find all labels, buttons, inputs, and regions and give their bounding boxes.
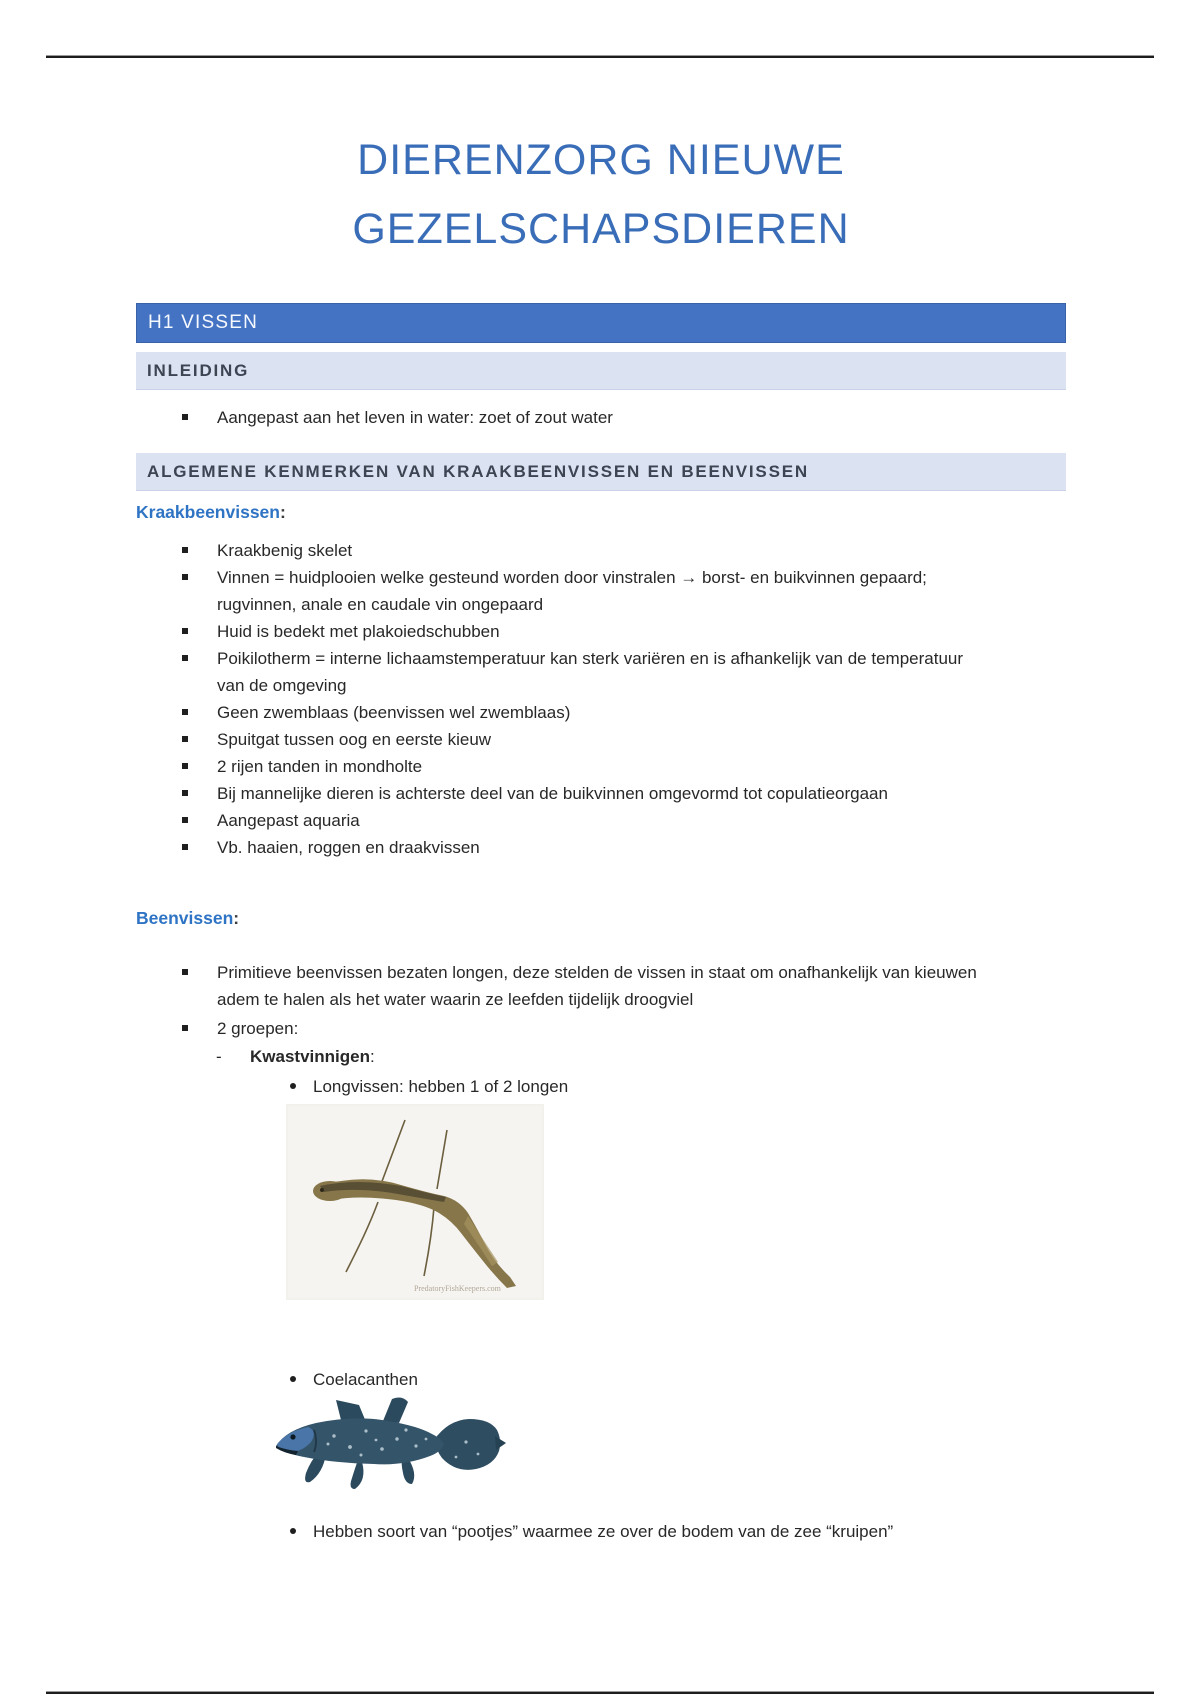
list-item-text: Hebben soort van “pootjes” waarmee ze over de bodem van de zee “kruipen” [313, 1522, 894, 1541]
kwastvinnigen-label: Kwastvinnigen [250, 1047, 370, 1066]
square-bullet-icon [182, 628, 188, 634]
list-item [182, 645, 1066, 699]
square-bullet-icon [182, 655, 188, 661]
section-header-inleiding-label: INLEIDING [147, 361, 250, 380]
square-bullet-icon [182, 844, 188, 850]
square-bullet-icon [182, 709, 188, 715]
list-item [182, 618, 1066, 645]
list-item-line: Poikilotherm = interne lichaamstemperatuur kan sterk variëren en is afhankelijk van de temperatuur [217, 649, 964, 668]
square-bullet-icon [182, 790, 188, 796]
list-item [182, 699, 1066, 726]
section-header-inleiding [136, 352, 1066, 390]
square-bullet-icon [182, 969, 188, 975]
list-item-line: adem te halen als het water waarin ze leefden tijdelijk droogviel [217, 990, 694, 1009]
list-item-level3 [290, 1366, 1060, 1393]
list-item-line: rugvinnen, anale en caudale vin ongepaard [217, 595, 544, 614]
kwastvinnigen-colon: : [369, 1047, 375, 1066]
list-item-text: 2 rijen tanden in mondholte [217, 757, 423, 776]
subheading-beenvissen-text: Beenvissen [136, 908, 234, 928]
document-title-line1: DIERENZORG NIEUWE [357, 136, 845, 184]
list-item [182, 1015, 1066, 1042]
list-item [182, 537, 1066, 564]
square-bullet-icon [182, 414, 188, 420]
top-border-rule [46, 55, 1154, 58]
list-item [182, 780, 1066, 807]
lungfish-illustration [286, 1104, 544, 1300]
subheading-kraakbeenvissen-text: Kraakbeenvissen [136, 502, 280, 522]
list-item-text: Spuitgat tussen oog en eerste kieuw [217, 730, 492, 749]
list-item-level3 [290, 1518, 1090, 1545]
dash-bullet: - [216, 1047, 222, 1066]
section-header-algemene-label: ALGEMENE KENMERKEN VAN KRAAKBEENVISSEN EN BEENVISSEN [147, 462, 809, 481]
list-item [182, 564, 1066, 618]
list-item [182, 807, 1066, 834]
list-item [182, 753, 1066, 780]
subheading-colon: : [279, 502, 286, 522]
list-item-text: Aangepast aquaria [217, 811, 360, 830]
coelacanth-illustration [266, 1392, 506, 1497]
list-item-level3 [290, 1073, 1060, 1100]
subheading-beenvissen [136, 908, 239, 929]
coelacanth-image [266, 1392, 506, 1497]
round-bullet-icon [290, 1083, 296, 1089]
list-item [182, 834, 1066, 861]
list-item-text [250, 1043, 375, 1070]
list-item-text [217, 564, 1066, 618]
list-item-text: Longvissen: hebben 1 of 2 longen [313, 1077, 569, 1096]
list-item-text [217, 959, 977, 1013]
list-item-text: Coelacanthen [313, 1370, 418, 1389]
list-item-text: Huid is bedekt met plakoiedschubben [217, 622, 500, 641]
square-bullet-icon [182, 1025, 188, 1031]
bottom-border-rule [46, 1691, 1154, 1694]
square-bullet-icon [182, 817, 188, 823]
list-item-text: Geen zwemblaas (beenvissen wel zwemblaas) [217, 703, 571, 722]
list-item-level2 [216, 1043, 1066, 1070]
list-item [182, 959, 1066, 1013]
subheading-kraakbeenvissen [136, 502, 286, 523]
list-item-text: Kraakbenig skelet [217, 541, 353, 560]
round-bullet-icon [290, 1376, 296, 1382]
square-bullet-icon [182, 547, 188, 553]
list-item-text: Aangepast aan het leven in water: zoet of zout water [217, 408, 613, 427]
lungfish-watermark: PredatoryFishKeepers.com [414, 1284, 501, 1293]
round-bullet-icon [290, 1528, 296, 1534]
list-item [182, 726, 1066, 753]
list-item-line: Primitieve beenvissen bezaten longen, deze stelden de vissen in staat om onafhankelijk van kieuwen [217, 963, 977, 982]
section-header-h1-label: H1 VISSEN [148, 312, 259, 333]
list-item-line: van de omgeving [217, 676, 347, 695]
lungfish-image [286, 1104, 544, 1300]
square-bullet-icon [182, 736, 188, 742]
kraakbeenvissen-list [182, 537, 1066, 861]
square-bullet-icon [182, 574, 188, 580]
list-item-text: Bij mannelijke dieren is achterste deel van de buikvinnen omgevormd tot copulatieorgaan [217, 784, 888, 803]
list-item-line: Vinnen = huidplooien welke gesteund worden door vinstralen → borst- en buikvinnen gepaard; [217, 568, 927, 587]
document-title-line2: GEZELSCHAPSDIEREN [352, 205, 850, 253]
section-header-algemene [136, 453, 1066, 491]
subheading-colon: : [233, 908, 240, 928]
list-item-text [217, 645, 1066, 699]
list-item [182, 404, 1066, 431]
document-title [136, 126, 1066, 264]
section-header-h1-vissen [136, 303, 1066, 343]
list-item-text: 2 groepen: [217, 1019, 299, 1038]
square-bullet-icon [182, 763, 188, 769]
list-item-text: Vb. haaien, roggen en draakvissen [217, 838, 480, 857]
